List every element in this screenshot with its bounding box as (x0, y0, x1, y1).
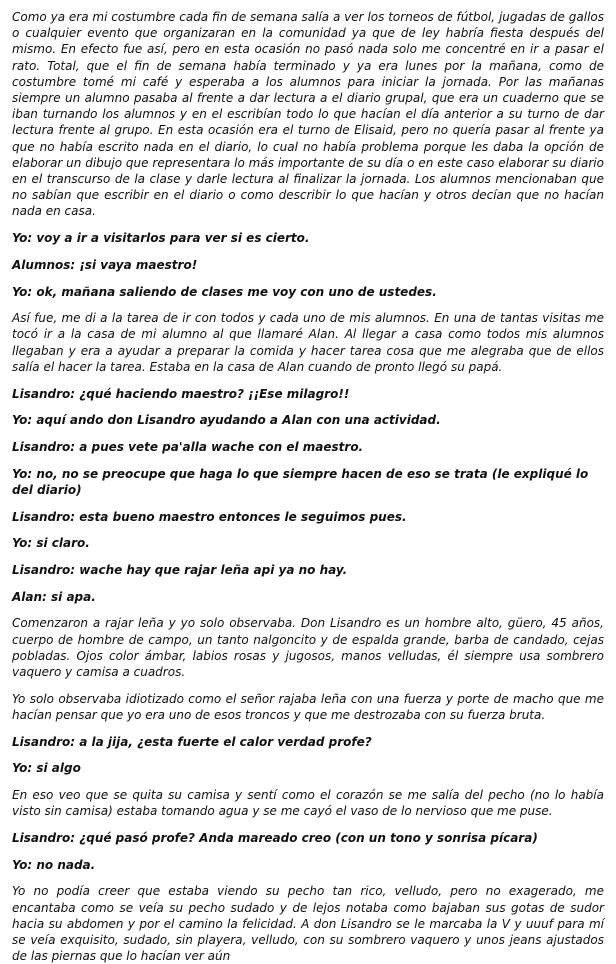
dialogue-line: Yo: si claro. (12, 536, 90, 551)
dialogue-line: Lisandro: esta bueno maestro entonces le seguimos pues. (12, 509, 407, 524)
dialogue-line: Yo: ok, mañana saliendo de clases me voy con uno de ustedes. (12, 284, 437, 299)
dialogue-line: Yo: voy a ir a visitarlos para ver si es cierto. (12, 231, 310, 246)
narrative-paragraph: Comenzaron a rajar leña y yo solo observaba. Don Lisandro es un hombre alto, güero, 45 años, cuerpo de hombre de campo, un tanto nalgoncito y de espalda grande, barba de candado, cejas pobladas. Ojos color ámbar, labios rosas y jugosos, manos velludas, él siempre usa sombrero vaquero y camisa a cuadros. (12, 616, 604, 679)
narrative-paragraph: Así fue, me di a la tarea de ir con todos y cada uno de mis alumnos. En una de tantas visitas me tocó ir a la casa de mi alumno al que llamaré Alan. Al llegar a casa como todos mis alumnos llegaban y era a ayudar a preparar la comida y hacer tarea cosa que me alegraba que de ellos salía el hacer la tarea. Estaba en la casa de Alan cuando de pronto llegó su papá. (12, 311, 604, 374)
dialogue-line: Yo: aquí ando don Lisandro ayudando a Alan con una actividad. (12, 413, 441, 428)
dialogue-line: Yo: no nada. (12, 857, 96, 872)
narrative-paragraph: Yo solo observaba idiotizado como el señor rajaba leña con una fuerza y porte de macho que me hacían pensar que yo era uno de esos troncos y que me destrozaba con su fuerza bruta. (12, 691, 604, 722)
dialogue-line: Lisandro: ¿qué pasó profe? Anda mareado creo (con un tono y sonrisa pícara) (12, 830, 538, 845)
dialogue-line: Yo: si algo (12, 761, 81, 776)
dialogue-line: Lisandro: a pues vete pa'alla wache con el maestro. (12, 439, 364, 454)
dialogue-line: Lisandro: wache hay que rajar leña api ya no hay. (12, 562, 348, 577)
dialogue-line: Alumnos: ¡si vaya maestro! (12, 257, 198, 272)
narrative-paragraph: En eso veo que se quita su camisa y sentí como el corazón se me salía del pecho (no lo había visto sin camisa) estaba tomando agua y se me cayó el vaso de lo nervioso que me puse. (12, 788, 604, 819)
dialogue-line: Yo: no, no se preocupe que haga lo que siempre hacen de eso se trata (le expliqué lo del diario) (12, 466, 589, 497)
narrative-paragraph: Yo no podía creer que estaba viendo su pecho tan rico, velludo, pero no exagerado, me encantaba como se veía su pecho sudado y de lejos notaba como bajaban sus gotas de sudor hacia su abdomen y por el camino la felicidad. A don Lisandro se le marcaba la V y uuuf para mí se veía exquisito, sudado, sin playera, velludo, con su sombrero vaquero y unos jeans ajustados de las piernas que lo hacían ver aún (12, 884, 604, 964)
dialogue-line: Lisandro: ¿qué haciendo maestro? ¡¡Ese milagro!! (12, 386, 350, 401)
narrative-paragraph: Como ya era mi costumbre cada fin de semana salía a ver los torneos de fútbol, jugadas de gallos o cualquier evento que organizaran en la comunidad ya que de ley habría fiesta después del mismo. En efecto fue así, pero en esta ocasión no pasó nada solo me concentré en ir a pasar el rato. Total, que el fin de semana había terminado y ya era lunes por la mañana, como de costumbre tomé mi café y esperaba a los alumnos para iniciar la jornada. Por las mañanas siempre un alumno pasaba al frente a dar lectura a el diario grupal, que era un cuaderno que se iban turnando los alumnos y en el escribían todo lo que hacían el día anterior a su turno de dar lectura frente al grupo. En esta ocasión era el turno de Elisaid, pero no quería pasar al frente ya que no había escrito nada en el diario, lo cual no había problema porque les daba la opción de elaborar un dibujo que representara lo más importante de su día o en este caso elaborar su diario en el transcurso de la clase y darle lectura al finalizar la jornada. Los alumnos mencionaban que no sabían que escribir en el diario o como describir lo que hacían y otros decían que no hacían nada en casa. (12, 10, 604, 219)
dialogue-line: Alan: si apa. (12, 589, 96, 604)
dialogue-line: Lisandro: a la jija, ¿esta fuerte el calor verdad profe? (12, 734, 372, 749)
